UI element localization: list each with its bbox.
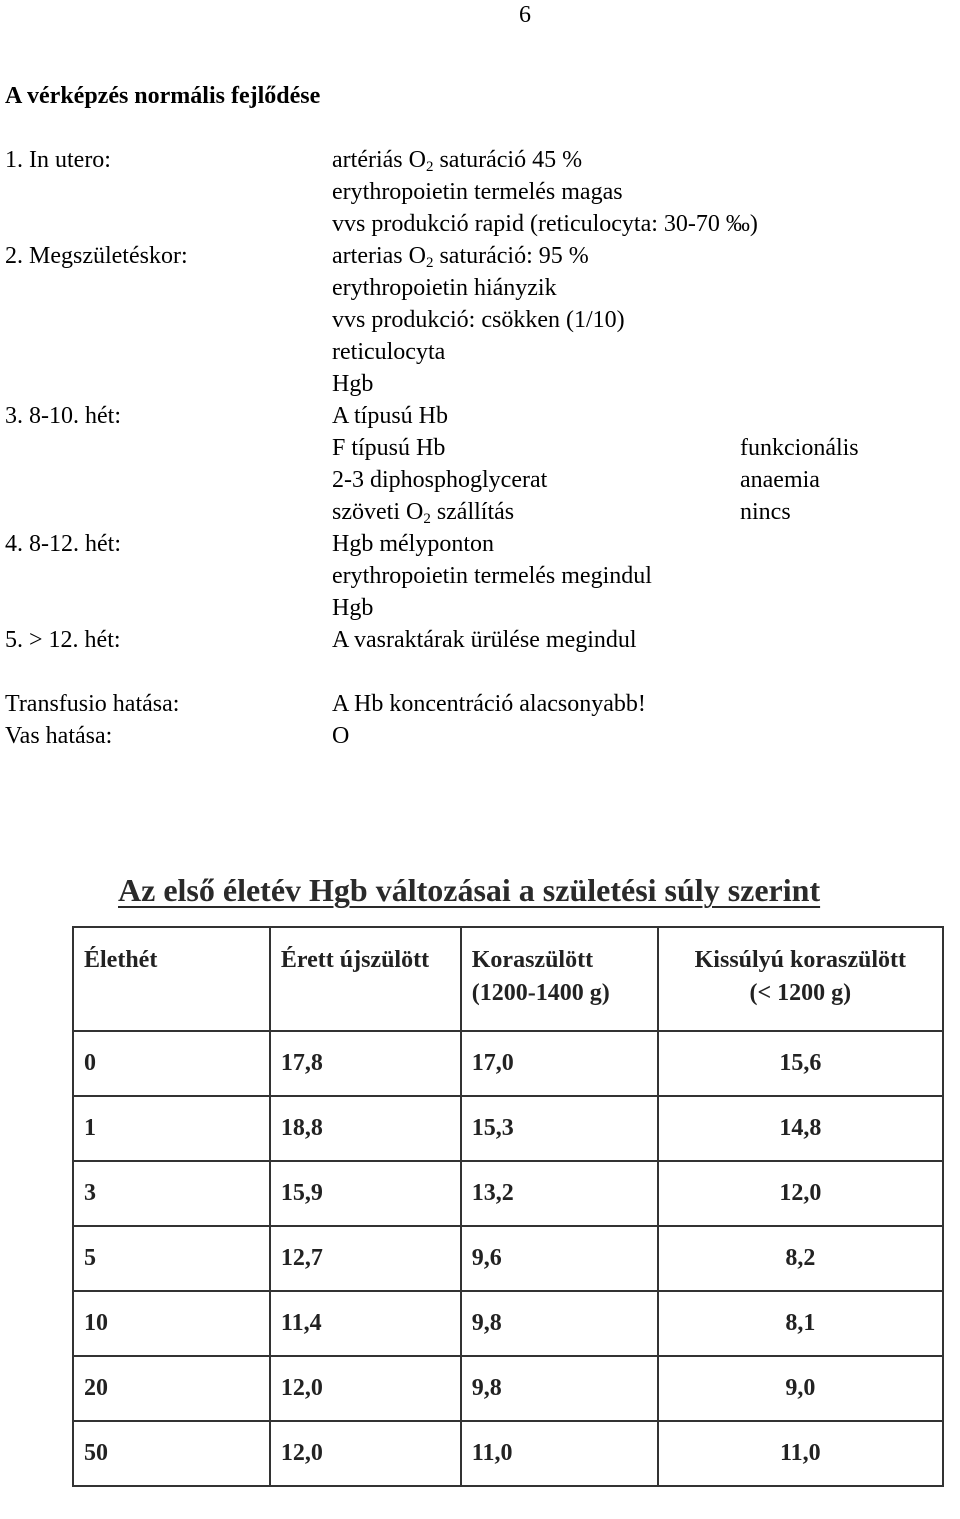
row-description: vvs produkció rapid (reticulocyta: 30-70 ‰)	[332, 211, 758, 237]
hgb-table	[72, 926, 944, 1487]
table-cell: 8,2	[658, 1226, 943, 1291]
table-cell: 14,8	[658, 1096, 943, 1161]
table-row	[73, 1031, 943, 1096]
row-description: vvs produkció: csökken (1/10)	[332, 307, 625, 333]
table-row	[73, 1161, 943, 1226]
row-note: nincs	[740, 499, 791, 525]
table-cell: 9,6	[461, 1226, 658, 1291]
table-cell: 50	[73, 1421, 270, 1486]
effect-label: Vas hatása:	[5, 723, 113, 749]
table-cell: 12,7	[270, 1226, 461, 1291]
row-note: funkcionális	[740, 435, 859, 461]
row-description: A vasraktárak ürülése megindul	[332, 627, 637, 653]
table-cell: 12,0	[270, 1421, 461, 1486]
table-cell: 9,8	[461, 1356, 658, 1421]
table-cell: 9,0	[658, 1356, 943, 1421]
table-cell: 11,4	[270, 1291, 461, 1356]
row-description: erythropoietin hiányzik	[332, 275, 557, 301]
table-cell: 11,0	[658, 1421, 943, 1486]
table-cell: 5	[73, 1226, 270, 1291]
row-description: erythropoietin termelés magas	[332, 179, 623, 205]
table-row	[73, 1096, 943, 1161]
row-description: reticulocyta	[332, 339, 446, 365]
table-cell: 12,0	[658, 1161, 943, 1226]
table-cell: 17,0	[461, 1031, 658, 1096]
header-week: Élethét	[73, 927, 270, 1031]
table-row	[73, 1291, 943, 1356]
row-description: Hgb	[332, 595, 374, 621]
table-cell: 13,2	[461, 1161, 658, 1226]
row-note: anaemia	[740, 467, 820, 493]
table-row	[73, 1421, 943, 1486]
row-label: 5. > 12. hét:	[5, 627, 121, 653]
row-label: 2. Megszületéskor:	[5, 243, 188, 269]
table-cell: 18,8	[270, 1096, 461, 1161]
row-description: Hgb mélyponton	[332, 531, 494, 557]
row-label: 3. 8-10. hét:	[5, 403, 121, 429]
row-description: erythropoietin termelés megindul	[332, 563, 652, 589]
effect-label: Transfusio hatása:	[5, 691, 180, 717]
effect-value: A Hb koncentráció alacsonyabb!	[332, 691, 646, 717]
row-description: F típusú Hb	[332, 435, 446, 461]
row-description: A típusú Hb	[332, 403, 449, 429]
table-cell: 15,3	[461, 1096, 658, 1161]
table-cell: 1	[73, 1096, 270, 1161]
table-cell: 15,9	[270, 1161, 461, 1226]
header-low-weight-premature: Kissúlyú koraszülött (< 1200 g)	[658, 927, 943, 1031]
row-description: szöveti $O_2$ szállítás	[332, 499, 515, 527]
table-title: Az első életév Hgb változásai a születési súly szerint	[118, 872, 821, 908]
effect-value: O	[332, 723, 350, 749]
row-description: 2-3 diphosphoglycerat	[332, 467, 548, 493]
header-mature-newborn: Érett újszülött	[270, 927, 461, 1031]
table-cell: 0	[73, 1031, 270, 1096]
row-description: arterias $O_2$ saturáció: 95 %	[332, 243, 589, 271]
page-number: 6	[519, 2, 531, 28]
table-cell: 12,0	[270, 1356, 461, 1421]
row-label: 4. 8-12. hét:	[5, 531, 121, 557]
table-cell: 15,6	[658, 1031, 943, 1096]
table-cell: 11,0	[461, 1421, 658, 1486]
table-cell: 17,8	[270, 1031, 461, 1096]
table-cell: 10	[73, 1291, 270, 1356]
table-cell: 9,8	[461, 1291, 658, 1356]
row-description: Hgb	[332, 371, 374, 397]
section-title: A vérképzés normális fejlődése	[5, 83, 321, 109]
table-cell: 3	[73, 1161, 270, 1226]
table-cell: 8,1	[658, 1291, 943, 1356]
row-description: artériás $O_2$ saturáció 45 %	[332, 147, 583, 175]
header-premature: Koraszülött (1200-1400 g)	[461, 927, 658, 1031]
row-label: 1. In utero:	[5, 147, 111, 173]
table-row	[73, 1226, 943, 1291]
table-row	[73, 1356, 943, 1421]
table-header-row	[73, 927, 943, 1031]
table-cell: 20	[73, 1356, 270, 1421]
